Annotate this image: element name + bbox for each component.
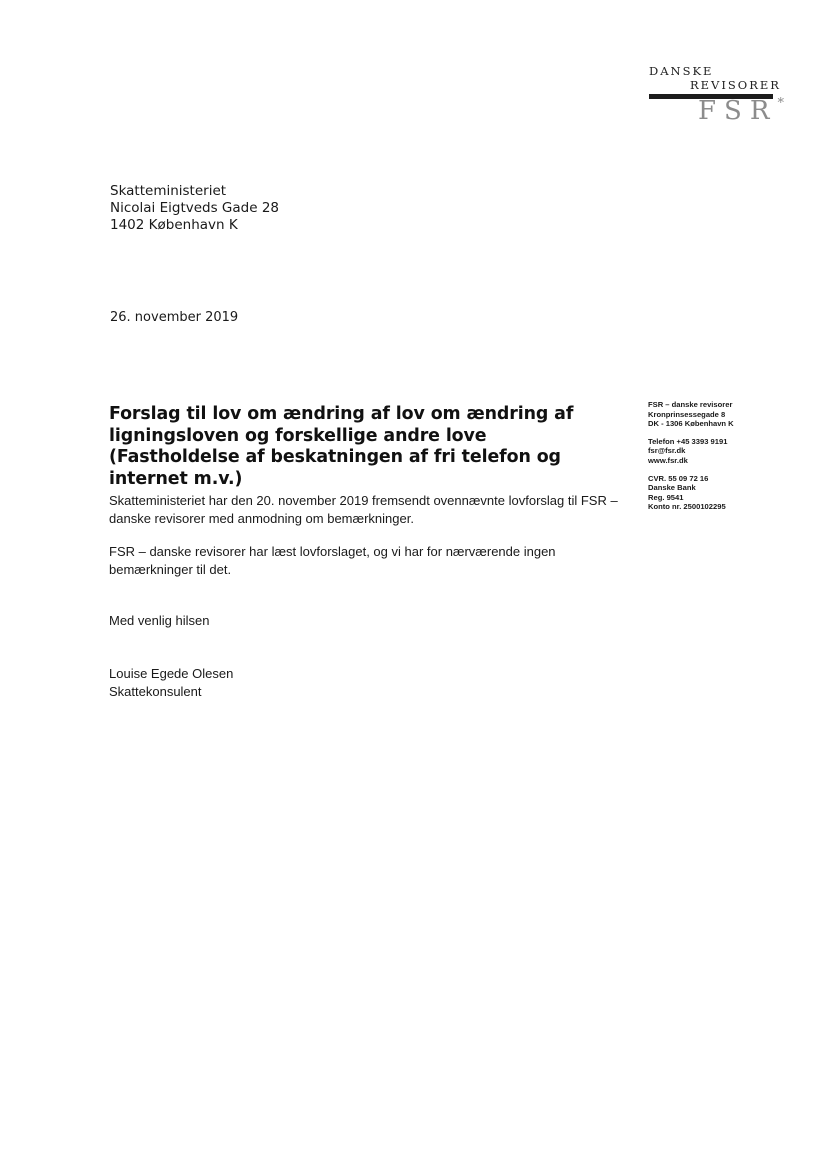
logo-text-danske: DANSKE bbox=[649, 64, 714, 78]
sender-address-line: DK - 1306 København K bbox=[648, 419, 734, 429]
letter-date: 26. november 2019 bbox=[110, 310, 239, 325]
recipient-line: 1402 København K bbox=[110, 217, 238, 233]
sender-bank bbox=[648, 474, 768, 512]
sender-address-line: Kronprinsessegade 8 bbox=[648, 409, 726, 419]
recipient-line: Skatteministeriet bbox=[110, 183, 227, 199]
signature-block bbox=[109, 665, 629, 701]
sender-bank-line: Konto nr. 2500102295 bbox=[648, 502, 726, 512]
sender-bank-line: Danske Bank bbox=[648, 483, 696, 493]
logo-mark-text: FSR bbox=[698, 96, 778, 126]
logo-asterisk: * bbox=[777, 96, 784, 112]
signature-role: Skattekonsulent bbox=[109, 684, 202, 699]
body-paragraph-1: Skatteministeriet har den 20. november 2019 fremsendt ovennævnte lovforslag til FSR – danske revisorer med anmodning om bemærkninger. bbox=[109, 493, 618, 526]
recipient-line: Nicolai Eigtveds Gade 28 bbox=[110, 200, 280, 216]
sender-info-sidebar bbox=[648, 400, 768, 520]
sender-address-line: FSR – danske revisorer bbox=[648, 400, 733, 409]
sender-contact bbox=[648, 437, 768, 466]
sender-email: fsr@fsr.dk bbox=[648, 446, 686, 456]
logo-mark-fsr bbox=[698, 96, 784, 126]
sender-phone: Telefon +45 3393 9191 bbox=[648, 436, 728, 446]
body-paragraph-2: FSR – danske revisorer har læst lovforslaget, og vi har for nærværende ingen bemærkninger til det. bbox=[109, 544, 556, 577]
sender-bank-line: CVR. 55 09 72 16 bbox=[648, 473, 709, 483]
recipient-address bbox=[110, 183, 279, 234]
closing-greeting: Med venlig hilsen bbox=[109, 613, 210, 628]
signature-name: Louise Egede Olesen bbox=[109, 666, 234, 681]
fsr-logo bbox=[640, 64, 784, 128]
logo-text-revisorer: REVISORER bbox=[690, 78, 781, 92]
sender-website: www.fsr.dk bbox=[648, 455, 688, 465]
sender-bank-line: Reg. 9541 bbox=[648, 492, 684, 502]
sender-address bbox=[648, 400, 768, 429]
letter-title: Forslag til lov om ændring af lov om ændring af ligningsloven og forskellige andre love (Fastholdelse af beskatningen af fri telefon og internet m.v.) bbox=[109, 404, 574, 489]
